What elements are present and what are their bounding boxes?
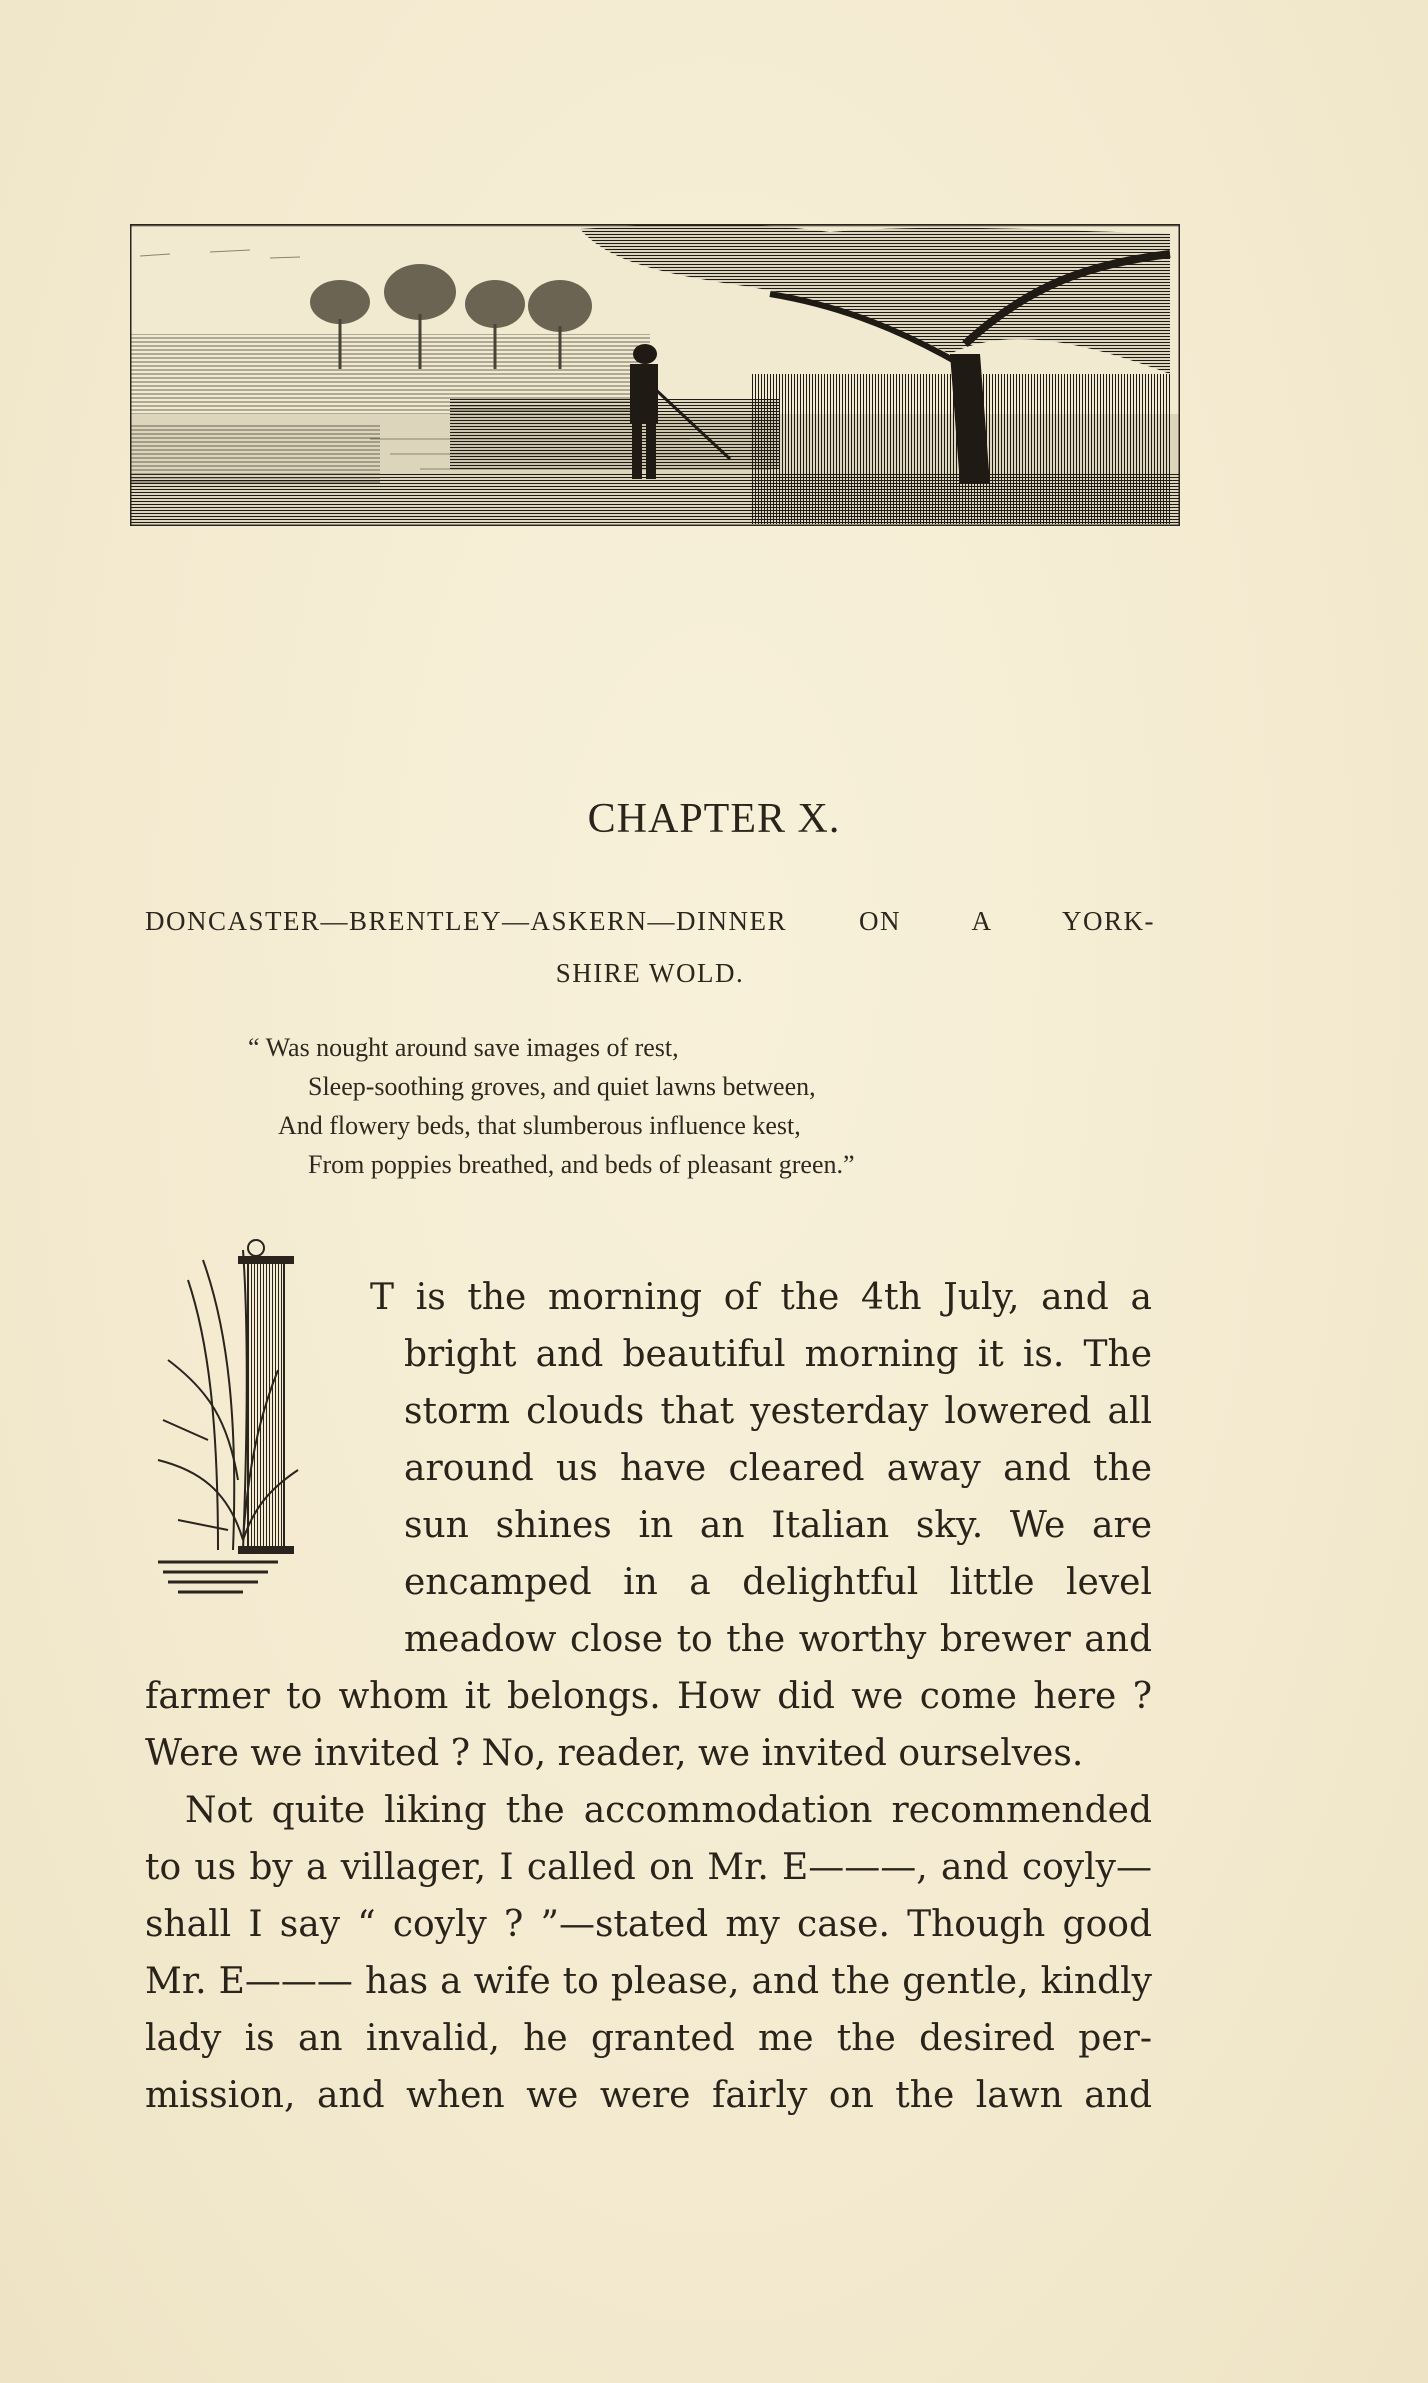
river-scene-illustration	[130, 224, 1180, 526]
headpiece-engraving	[130, 224, 1180, 526]
body-line: meadow close to the worthy brewer and	[404, 1619, 1152, 1660]
body-line: T is the morning of the 4th July, and a	[370, 1277, 1152, 1318]
body-line: Mr. E——— has a wife to please, and the gentle, kindly	[145, 1961, 1152, 2002]
epigraph-line: Sleep-soothing groves, and quiet lawns between,	[308, 1072, 816, 1101]
body-line: Were we invited ? No, reader, we invited ourselves.	[145, 1733, 1084, 1774]
body-line: farmer to whom it belongs. How did we come here ?	[145, 1676, 1152, 1717]
epigraph-line: From poppies breathed, and beds of pleasant green.”	[308, 1150, 855, 1179]
body-line: lady is an invalid, he granted me the desired per-	[145, 2018, 1152, 2059]
ornamental-initial-i-icon	[148, 1220, 358, 1620]
body-line: Not quite liking the accommodation recommended	[185, 1790, 1152, 1831]
body-line: shall I say “ coyly ? ”—stated my case. Though good	[145, 1904, 1152, 1945]
ornamental-initial	[148, 1220, 358, 1620]
body-line: to us by a villager, I called on Mr. E———, and coyly—	[145, 1847, 1152, 1888]
chapter-summary	[145, 895, 1155, 999]
chapter-summary-line-2: SHIRE WOLD.	[555, 958, 745, 988]
body-line: bright and beautiful morning it is. The	[404, 1334, 1152, 1375]
body-line: around us have cleared away and the	[404, 1448, 1152, 1489]
chapter-title: CHAPTER X.	[587, 796, 841, 842]
body-line: sun shines in an Italian sky. We are	[404, 1505, 1152, 1546]
body-line: encamped in a delightful little level	[404, 1562, 1152, 1603]
epigraph	[248, 1028, 1148, 1184]
epigraph-line: And flowery beds, that slumberous influence kest,	[278, 1111, 801, 1140]
body-line: storm clouds that yesterday lowered all	[404, 1391, 1152, 1432]
chapter-summary-line-1: DONCASTER—BRENTLEY—ASKERN—DINNER ON A YORK-	[145, 906, 1155, 936]
body-line: mission, and when we were fairly on the lawn and	[145, 2075, 1152, 2116]
epigraph-line: “ Was nought around save images of rest,	[248, 1033, 679, 1062]
